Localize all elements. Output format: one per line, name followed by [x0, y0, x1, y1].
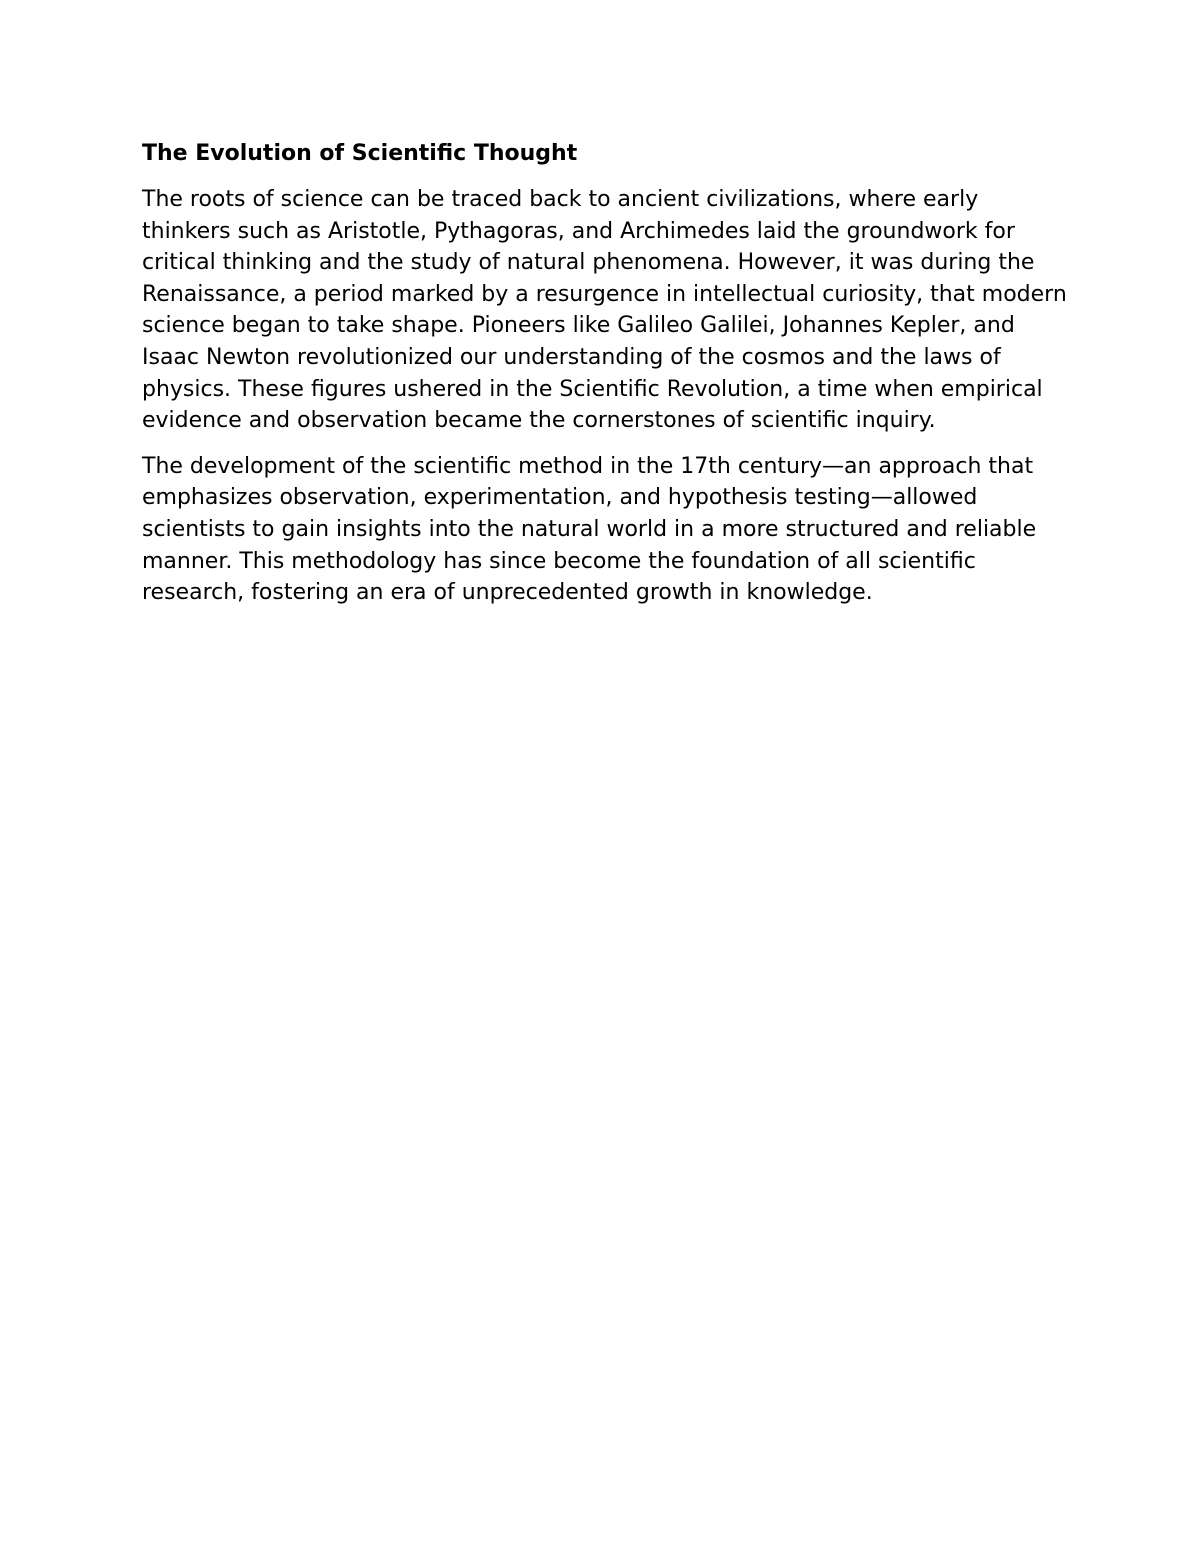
paragraph-2: The development of the scientific method in the 17th century—an approach that emphasizes observation, experimentation, and hypothesis testing—allowed scientists to gain insights into the natural world in a more structured and reliable manner. This methodology has since become the foundation of all scientific research, fostering an era of unprecedented growth in knowledge. — [142, 453, 1037, 606]
paragraph-1: The roots of science can be traced back to ancient civilizations, where early thinkers such as Aristotle, Pythagoras, and Archimedes laid the groundwork for critical thinking and the study of natural phenomena. However, it was during the Renaissance, a period marked by a resurgence in intellectual curiosity, that modern science began to take shape. Pioneers like Galileo Galilei, Johannes Kepler, and Isaac Newton revolutionized our understanding of the cosmos and the laws of physics. These figures ushered in the Scientific Revolution, a time when empirical evidence and observation became the cornerstones of scientific inquiry. — [142, 187, 1067, 434]
document-title: The Evolution of Scientific Thought — [142, 141, 578, 166]
document-body — [142, 138, 1072, 623]
